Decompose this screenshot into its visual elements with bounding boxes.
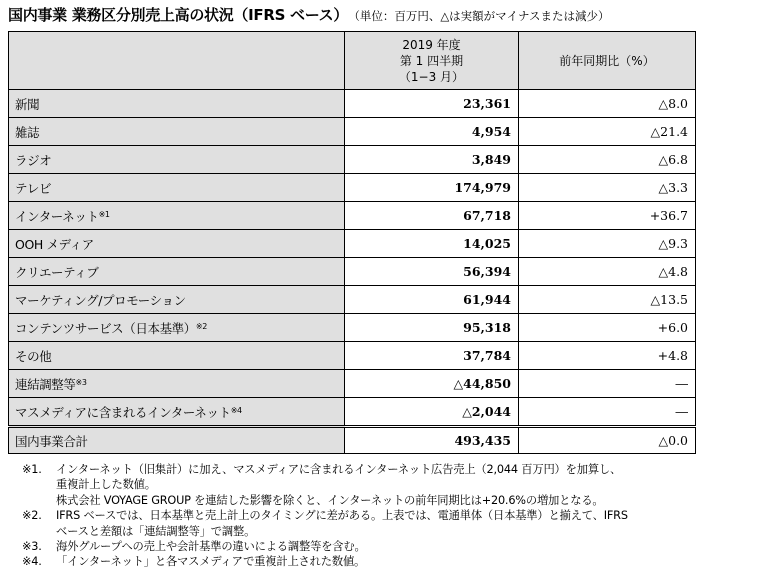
row-label-text: 新聞 <box>15 96 40 112</box>
row-value: △2,044 <box>345 398 519 427</box>
row-yoy: ― <box>519 398 696 427</box>
total-label: 国内事業合計 <box>9 427 345 454</box>
header-period <box>345 32 519 90</box>
table-row <box>9 370 696 398</box>
table-row <box>9 90 696 118</box>
row-label <box>9 146 345 174</box>
footnote-line <box>22 462 762 477</box>
total-value: 493,435 <box>345 427 519 454</box>
row-value: 37,784 <box>345 342 519 370</box>
table-row <box>9 118 696 146</box>
table-title: 国内事業 業務区分別売上高の状況（IFRS ベース） <box>8 6 349 24</box>
row-label-text: マーケティング/プロモーション <box>15 292 186 308</box>
row-label <box>9 286 345 314</box>
row-value: 61,944 <box>345 286 519 314</box>
row-label-text: その他 <box>15 348 52 364</box>
footnote-line <box>22 477 762 492</box>
header-period-year: 2019 年度 <box>402 37 461 52</box>
table-row <box>9 398 696 427</box>
row-label <box>9 230 345 258</box>
footnote-mark <box>22 524 56 539</box>
footnote-line <box>22 539 762 554</box>
row-yoy: ― <box>519 370 696 398</box>
sales-table <box>8 31 696 454</box>
total-row <box>9 427 696 454</box>
footnote-text: IFRS ベースでは、日本基準と売上計上のタイミングに差がある。上表では、電通単体（日本基準）と揃えて、IFRS <box>56 509 628 523</box>
footnote-line <box>22 508 762 523</box>
header-blank <box>9 32 345 90</box>
table-row <box>9 286 696 314</box>
row-label-text: OOH メディア <box>15 236 94 252</box>
row-yoy: +36.7 <box>519 202 696 230</box>
row-label-text: 連結調整等 <box>15 376 76 392</box>
table-row <box>9 202 696 230</box>
footnote-text: 「インターネット」と各マスメディアで重複計上された数値。 <box>56 555 366 569</box>
row-yoy: △21.4 <box>519 118 696 146</box>
footnote-line <box>22 524 762 539</box>
row-label <box>9 202 345 230</box>
row-label <box>9 258 345 286</box>
row-label-text: クリエーティブ <box>15 264 99 280</box>
row-value: 4,954 <box>345 118 519 146</box>
row-label <box>9 174 345 202</box>
row-yoy: +6.0 <box>519 314 696 342</box>
row-label <box>9 90 345 118</box>
row-label <box>9 314 345 342</box>
total-yoy: △0.0 <box>519 427 696 454</box>
footnote-ref: ※1 <box>98 209 110 219</box>
row-value: 56,394 <box>345 258 519 286</box>
row-value: 14,025 <box>345 230 519 258</box>
footnote-text: 株式会社 VOYAGE GROUP を連結した影響を除くと、インターネットの前年同期比は+20.6%の増加となる。 <box>56 493 604 507</box>
footnote-mark: ※4. <box>22 555 42 569</box>
table-row <box>9 342 696 370</box>
footnote-text: 海外グループへの売上や会計基準の違いによる調整等を含む。 <box>56 540 366 554</box>
row-label <box>9 118 345 146</box>
footnotes <box>22 462 762 570</box>
title-line <box>8 4 763 26</box>
row-value: △44,850 <box>345 370 519 398</box>
footnote-line <box>22 493 762 508</box>
row-label <box>9 398 345 427</box>
row-value: 174,979 <box>345 174 519 202</box>
footnote-ref: ※3 <box>75 377 87 387</box>
row-yoy: △13.5 <box>519 286 696 314</box>
row-label-text: ラジオ <box>15 152 52 168</box>
footnote-line <box>22 554 762 569</box>
row-value: 23,361 <box>345 90 519 118</box>
row-yoy: △3.3 <box>519 174 696 202</box>
row-label-text: マスメディアに含まれるインターネット <box>15 404 231 420</box>
row-yoy: △6.8 <box>519 146 696 174</box>
row-label <box>9 370 345 398</box>
row-value: 95,318 <box>345 314 519 342</box>
row-label <box>9 342 345 370</box>
table-row <box>9 230 696 258</box>
footnote-ref: ※4 <box>230 405 242 415</box>
table-row <box>9 314 696 342</box>
footnote-mark <box>22 477 56 492</box>
row-label-text: インターネット <box>15 208 99 224</box>
row-value: 3,849 <box>345 146 519 174</box>
row-yoy: △9.3 <box>519 230 696 258</box>
footnote-text: ベースと差額は「連結調整等」で調整。 <box>56 524 256 538</box>
footnote-ref: ※2 <box>195 321 207 331</box>
table-row <box>9 146 696 174</box>
table-row <box>9 174 696 202</box>
footnote-mark: ※1. <box>22 463 42 476</box>
header-row <box>9 32 696 90</box>
row-yoy: △8.0 <box>519 90 696 118</box>
footnote-text: 重複計上した数値。 <box>56 478 156 492</box>
footnote-mark: ※3. <box>22 540 42 554</box>
unit-note: （単位：百万円、△は実額がマイナスまたは減少） <box>354 9 610 23</box>
row-label-text: コンテンツサービス（日本基準） <box>15 320 196 336</box>
row-label-text: 雑誌 <box>15 124 40 140</box>
header-period-months: （1−3 月） <box>398 69 465 84</box>
table-row <box>9 258 696 286</box>
row-yoy: +4.8 <box>519 342 696 370</box>
row-label-text: テレビ <box>15 180 52 196</box>
footnote-text: インターネット（旧集計）に加え、マスメディアに含まれるインターネット広告売上（2,044 百万円）を加算し、 <box>56 463 622 476</box>
header-yoy: 前年同期比（%） <box>519 32 696 90</box>
row-yoy: △4.8 <box>519 258 696 286</box>
header-period-quarter: 第 1 四半期 <box>399 53 464 68</box>
row-value: 67,718 <box>345 202 519 230</box>
footnote-mark <box>22 493 56 508</box>
footnote-mark: ※2. <box>22 509 42 523</box>
